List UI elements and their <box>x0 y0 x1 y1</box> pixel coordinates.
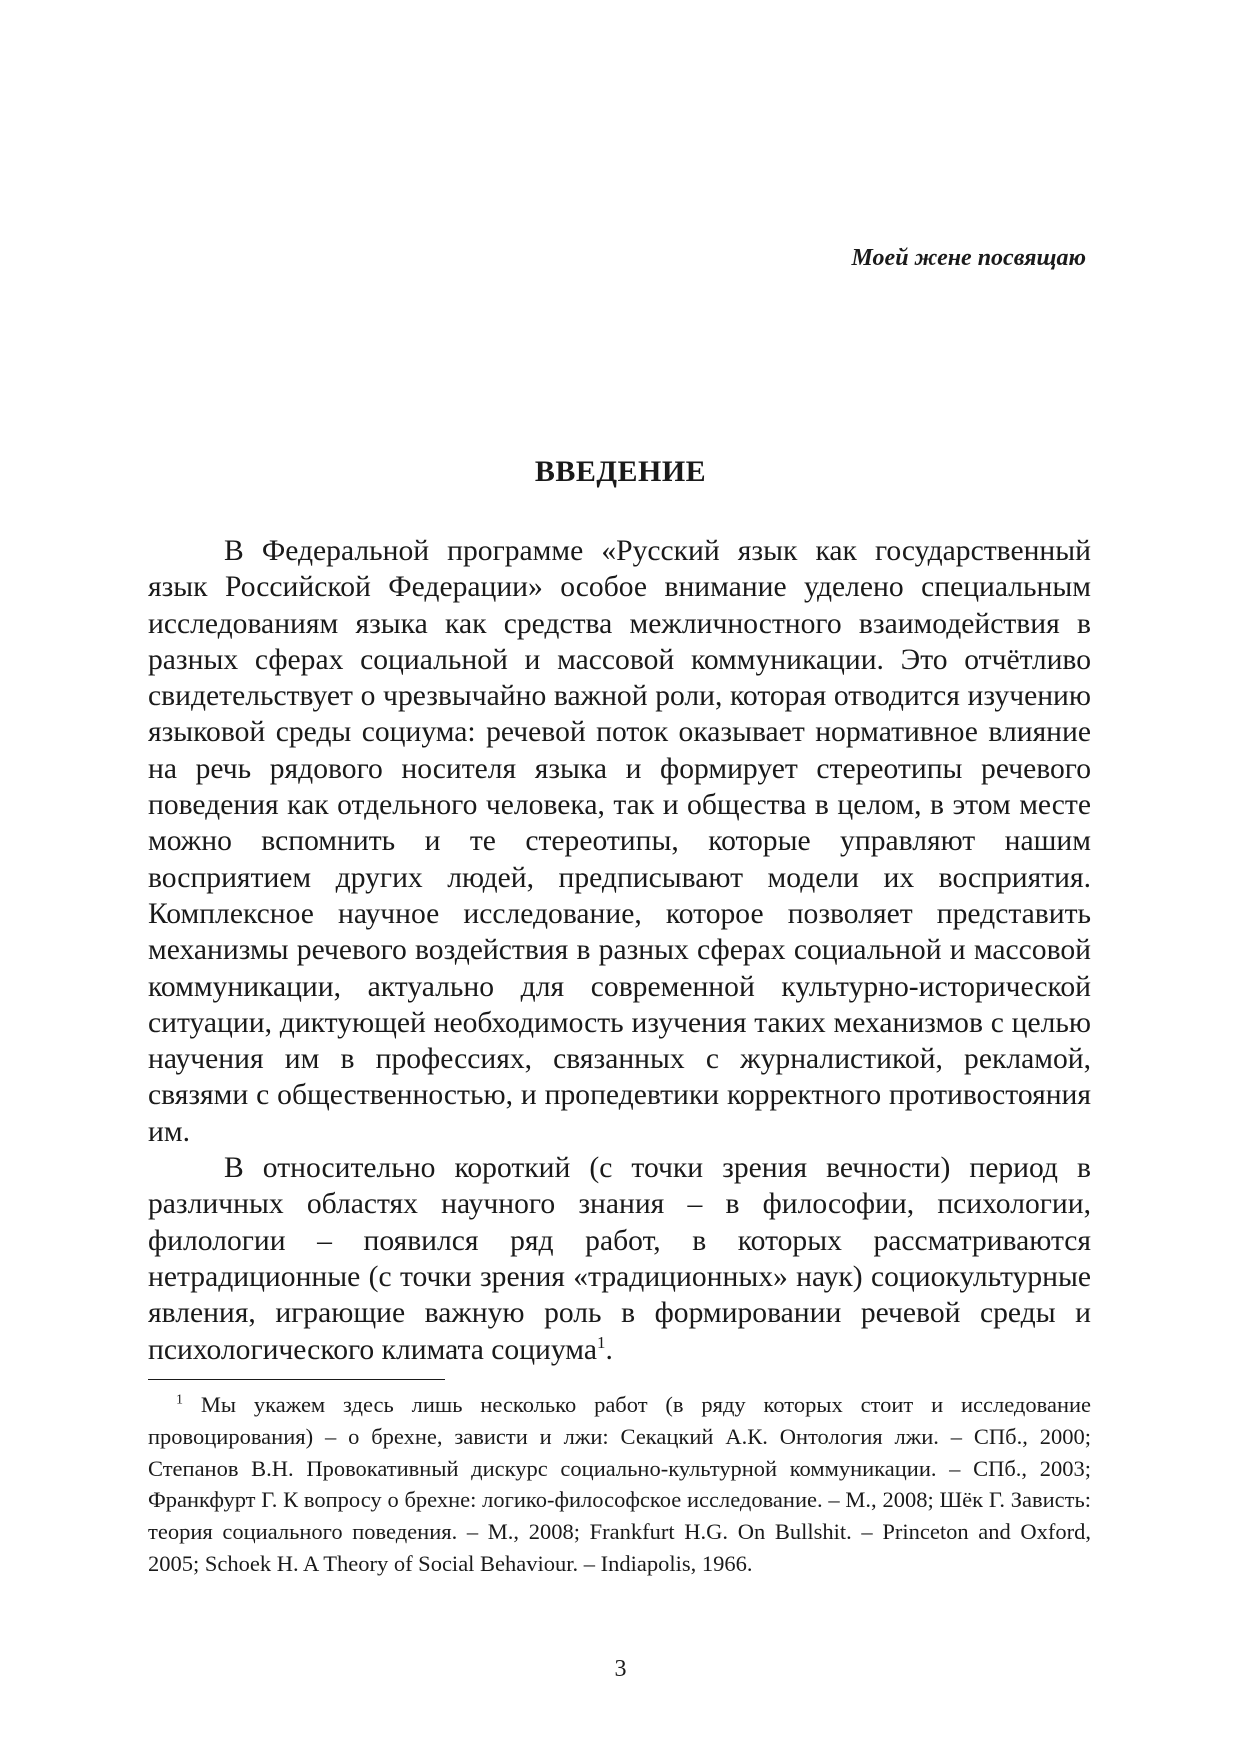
paragraph-1: В Федеральной программе «Русский язык как государственный язык Российской Федерации» особое внимание уделено специальным исследованиям языка как средства межличностного взаимодействия в разных сферах социальной и массовой коммуникации. Это отчётливо свидетельствует о чрезвычайно важной роли, которая отводится изучению языковой среды социума: речевой поток оказывает нормативное влияние на речь рядового носителя языка и формирует стереотипы речевого поведения как отдельного человека, так и общества в целом, в этом месте можно вспомнить и те стереотипы, которые управляют нашим восприятием других людей, предписывают модели их восприятия. Комплексное научное исследование, которое позволяет представить механизмы речевого воздействия в разных сферах социальной и массовой коммуникации, актуально для современной культурно-исторической ситуации, диктующей необходимость изучения таких механизмов с целью научения им в профессиях, связанных с журналистикой, рекламой, связями с общественностью, и пропедевтики корректного противостояния им. <box>148 535 1091 1148</box>
page-number: 3 <box>614 1656 627 1682</box>
footnote-separator <box>148 1379 445 1380</box>
chapter-title: ВВЕДЕНИЕ <box>534 455 707 488</box>
footnote <box>148 1389 1091 1580</box>
paragraph-2 <box>148 1150 1091 1368</box>
paragraph-2-end: . <box>605 1333 613 1366</box>
footnote-text: Мы укажем здесь лишь несколько работ (в ряду которых стоит и исследование провоцирования) – о брехне, зависти и лжи: Секацкий А.К. Онтология лжи. – СПб., 2000; Степанов В.Н. Провокативный дискурс социально-культурной коммуникации. – СПб., 2003; Франкфурт Г. К вопросу о брехне: логико-философское исследование. – М., 2008; Шёк Г. Зависть: теория социального поведения. – М., 2008; Frankfurt H.G. On Bullshit. – Princeton and Oxford, 2005; Schoek H. A Theory of Social Behaviour. – Indiapolis, 1966. <box>148 1392 1092 1576</box>
dedication: Моей жене посвящаю <box>851 245 1086 271</box>
body-text <box>148 533 1091 1368</box>
footnote-marker: 1 <box>176 1392 183 1408</box>
paragraph-2-text: В относительно короткий (с точки зрения вечности) период в различных областях научного знания – в философии, психологии, филологии – появился ряд работ, в которых рассматриваются нетрадиционные (с точки зрения «традиционных» наук) социокультурные явления, играющие важную роль в формировании речевой среды и психологического климата социума <box>148 1152 1091 1366</box>
footnote-reference: 1 <box>596 1332 606 1352</box>
